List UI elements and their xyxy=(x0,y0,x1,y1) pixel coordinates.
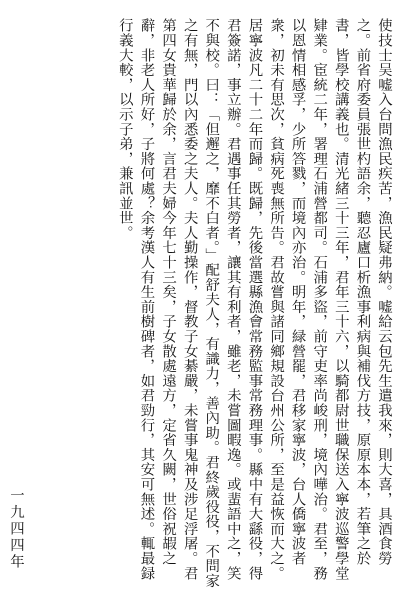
body-text xyxy=(52,18,394,588)
paragraph: 使技士吴嘘入台問漁民疾苦，漁民疑弗納。嘘給云包先生遣我來，則大喜，具酒食勞之。前省府委員張世杓語余，聽忍廬口析漁事利病與補伐方技，原原本本，若筆之於書，皆學校講義也。清光緒三十三年，君年三十六，以騎都尉世職保送入寧波巡警學堂肄業。宦統二年，署理石浦營都司。石浦多盜，前守吏率尚峻刑，境內嘩治。君至，務以恩情相感孚，少所答戮，而境內亦治。明年，緑營罷，君移家寧波，台人僑寧波者衆，初未有思次，貧病死喪無所告。君故嘗與諸同鄉規設台州公所，至是益恢而大之。居寧波凡二十二年而歸。既歸，先後當選縣漁會常務監事常務理事。縣中有大繇役，得君簽諾，事立辦。君遇事任其勞者，讓其有利者，雖老，未嘗圖暇逸。或蜚語中之，笑不與校。曰：「但邂之，靡不白者。」配舒夫人，有識力，善內助。君終歲役役，不問家之有無，門以內悉委之夫人。夫人勤操作，督教子女綦嚴，未嘗事鬼神及涉足浮屠。君第四女貴華歸於余，言君夫婦今年七十三矣，子女散處遠方，定省久闕，世俗祝嘏之辭，非老人所好，子將何處？余考漢人有生前樹碑者，如君勁行，其安可無述。輒最録行義大較，以示子弟，兼訊並世。 xyxy=(116,18,392,588)
date-margin-note: 一九四四年 xyxy=(8,488,24,570)
